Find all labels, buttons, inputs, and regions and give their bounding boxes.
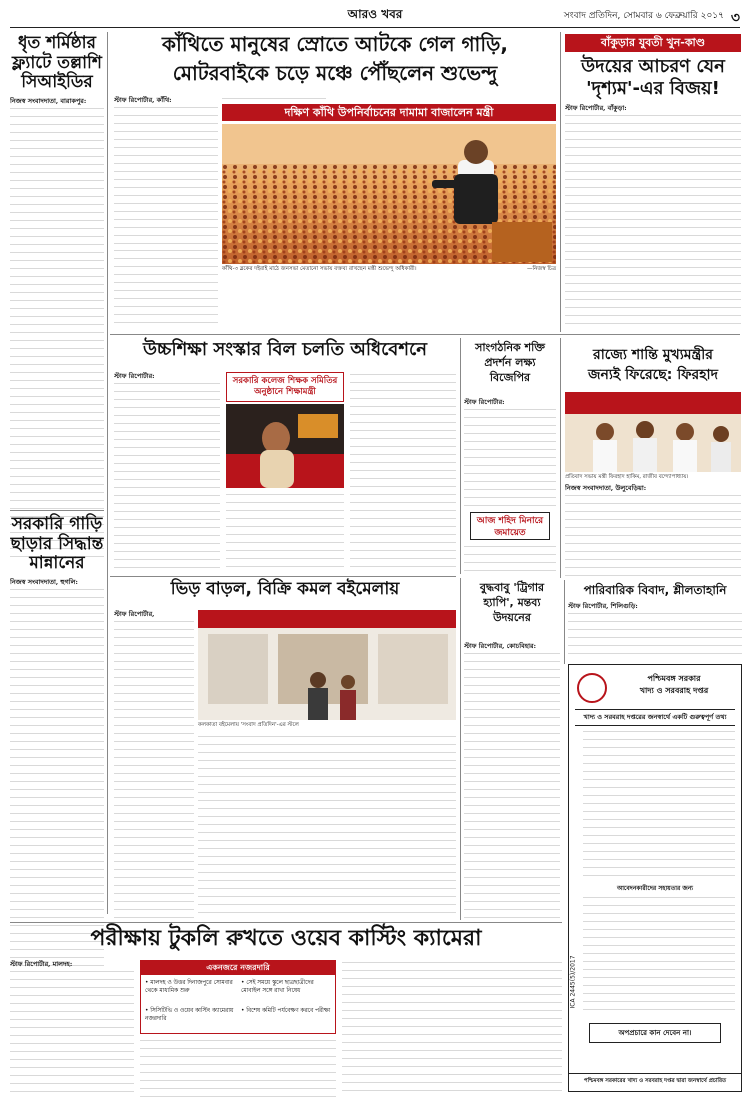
bookfair-headline: ভিড় বাড়ল, বিক্রি কমল বইমেলায়	[170, 579, 400, 599]
firhad-photo	[565, 392, 741, 472]
dateline: সংবাদ প্রতিদিন, সোমবার ৬ ফেব্রুয়ারি ২০১৭	[563, 11, 724, 21]
column-rule	[460, 578, 461, 920]
bjp-byline: স্টাফ রিপোর্টার:	[464, 398, 505, 406]
bottom-body-col3	[342, 960, 562, 1098]
divider	[10, 922, 562, 923]
story2-headline: সরকারি গাড়ি ছাড়ার সিদ্ধান্ত মান্নানের	[10, 514, 104, 574]
surveillance-box	[140, 960, 336, 1034]
body-text-lines	[10, 587, 104, 972]
ad-footer: পশ্চিমবঙ্গ সরকারের খাদ্য ও সরবরাহ দপ্তর দ্বারা জনস্বার্থে প্রচারিত	[569, 1073, 741, 1091]
bookfair-byline: স্টাফ রিপোর্টার,	[114, 610, 155, 618]
divider	[10, 510, 104, 511]
body-text-lines	[350, 372, 456, 568]
bankura-headline: উদয়ের আচরণ যেন 'দৃশ্যম'-এর বিজয়!	[581, 56, 725, 99]
ad-body-lines	[583, 729, 735, 879]
education-headline: উচ্চশিক্ষা সংস্কার বিল চলতি অধিবেশনে	[143, 339, 427, 360]
body-text-lines	[565, 493, 741, 576]
body-text-lines	[464, 544, 556, 572]
peace-headline-1: রাজ্যে শান্তি মুখ্যমন্ত্রীর	[593, 347, 713, 363]
ad-note: আবেদনকারীদের সহায়তার জন্য	[616, 885, 694, 892]
body-text-lines	[140, 1038, 336, 1098]
ad-subhead: খাদ্য ও সরবরাহ দপ্তরের জনস্বার্থে একটি গুরুত্বপূর্ণ তথ্য	[575, 709, 735, 726]
column-rule	[560, 32, 561, 332]
family-body	[568, 602, 742, 658]
body-text-lines	[565, 113, 741, 330]
body-text-lines	[222, 276, 556, 330]
buddhadeb-headline: বুদ্ধবাবু 'ট্রিগার হ্যাপি', মন্তব্য উদয়নের	[479, 581, 545, 624]
ad-header2: খাদ্য ও সরবরাহ দপ্তর	[639, 686, 709, 695]
story1-byline: নিজস্ব সংবাদদাতা, বারাকপুর:	[10, 96, 87, 105]
left-column	[10, 34, 104, 557]
story2-byline: নিজস্ব সংবাদদাতা, হুগলি:	[10, 577, 78, 586]
family-byline: স্টাফ রিপোর্টার, শিলিগুড়ি:	[568, 602, 638, 610]
bjp-headline: সাংগঠনিক শক্তি প্রদর্শন লক্ষ্য বিজেপির	[475, 341, 545, 384]
peace-headline-2: জন্যই ফিরেছে: ফিরহাদ	[588, 367, 718, 383]
education-inset-head: সরকারি কলেজ শিক্ষক সমিতির অনুষ্ঠানে শিক্ষামন্ত্রী	[226, 372, 344, 402]
buddhadeb-byline: স্টাফ রিপোর্টার, কোচবিহার:	[464, 642, 536, 650]
column-rule	[564, 580, 565, 664]
body-text-lines	[568, 611, 742, 658]
body-text-lines	[226, 492, 344, 568]
box-item-2: • সিসিটিভি ও ওয়েব কাস্টিং ক্যামেরায় নজরদারি	[145, 1008, 234, 1022]
bookfair-photo	[198, 610, 456, 720]
ad-header1: পশ্চিমবঙ্গ সরকার	[647, 674, 701, 683]
page-number: ৩	[730, 10, 740, 26]
bankura-byline: স্টাফ রিপোর্টার, বাঁকুড়া:	[565, 104, 627, 112]
body-text-lines	[222, 96, 326, 104]
bjp-body-2	[464, 544, 556, 572]
lead-body-col1b	[114, 248, 218, 330]
bottom-body-col2	[140, 1038, 336, 1098]
bankura-kicker: বাঁকুড়ার যুবতী খুন-কাণ্ড	[565, 34, 741, 52]
buddhadeb-body	[464, 642, 560, 920]
rally-photo	[222, 124, 556, 264]
box-item-4: • বিশেষ কমিটি পর্যবেক্ষণ করবে পরীক্ষা	[241, 1008, 331, 1014]
education-body-col3	[350, 372, 456, 568]
box-item-1: • মালদহ ও উত্তর দিনাজপুরে সোমবার থেকে মাধ্যমিক শুরু	[145, 980, 233, 994]
bottom-headline: পরীক্ষায় টুকলি রুখতে ওয়েব কাস্টিং ক্যামেরা	[90, 926, 482, 951]
ad-call-line: অপপ্রচারে কান দেবেন না।	[589, 1023, 721, 1043]
peace-byline: নিজস্ব সংবাদদাতা, উলুবেড়িয়া:	[565, 484, 647, 492]
lead-headline-1: কাঁথিতে মানুষের স্রোতে আটকে গেল গাড়ি,	[162, 32, 508, 56]
lead-banner: দক্ষিণ কাঁথি উপনির্বাচনের দামামা বাজালেন মন্ত্রী	[222, 104, 556, 121]
page-folio	[10, 6, 740, 28]
body-text-lines	[342, 960, 562, 1098]
body-text-lines	[114, 105, 218, 246]
body-text-lines	[464, 407, 556, 508]
lead-photo-caption: কাঁথি-৩ ব্লকের দইরাই মাঠে জনসভা মেতানো সভায় বক্তব্য রাখছেন মন্ত্রী শুভেন্দু অধিকারী।	[222, 266, 417, 272]
bookfair-photo-caption: কলকাতা বইমেলায় 'সংবাদ প্রতিদিন'-এর স্টলে	[198, 722, 299, 728]
education-body-col1	[114, 372, 220, 568]
lead-headline-2: মোটরবাইকে চড়ে মঞ্চে পৌঁছলেন শুভেন্দু	[172, 61, 498, 85]
ad-ica-code: ICA 2445(5)/2017	[569, 955, 577, 1009]
lead-byline: স্টাফ রিপোর্টার, কাঁথি:	[114, 96, 172, 104]
section-title: আরও খবর	[347, 7, 403, 21]
body-text-lines	[10, 106, 104, 557]
divider	[110, 576, 456, 577]
bookfair-body-col2	[198, 734, 456, 920]
story1-body	[10, 97, 104, 557]
government-advertisement	[568, 664, 742, 1092]
column-rule	[460, 338, 461, 574]
education-body-col2	[226, 492, 344, 568]
box-item-3: • সেই সময়ে স্কুলে ছাত্রছাত্রীদের মোবাইল সঙ্গে রাখা নিষেধ	[241, 980, 314, 994]
body-text-lines	[114, 248, 218, 330]
bookfair-body-col1	[114, 610, 194, 920]
lead-body-col1	[114, 96, 218, 246]
martyr-label: আজ শহিদ মিনারে জমায়েত	[470, 512, 550, 540]
body-text-lines	[464, 651, 560, 920]
ad-body-lines-2	[583, 895, 735, 1015]
bottom-byline: স্টাফ রিপোর্টার, মালদহ:	[10, 960, 73, 968]
column-rule	[107, 32, 108, 914]
divider	[110, 334, 740, 335]
minister-photo	[226, 404, 344, 488]
lead-photo-credit: —নিজস্ব চিত্র	[527, 266, 556, 272]
body-text-lines	[198, 734, 456, 920]
emblem-icon	[577, 673, 607, 703]
lead-body-bottom	[222, 276, 556, 330]
firhad-photo-caption: প্রতিবাদ সভায় মন্ত্রী ফিরহাদ হাকিম, রাজীব বন্দ্যোপাধ্যায়।	[565, 474, 689, 480]
box-head: একনজরে নজরদারি	[141, 961, 335, 975]
bottom-body-col1	[10, 960, 134, 1098]
education-byline: স্টাফ রিপোর্টার:	[114, 372, 155, 380]
bankura-body	[565, 104, 741, 330]
story2-body	[10, 578, 104, 973]
column-rule	[560, 338, 561, 578]
body-text-lines	[10, 969, 134, 1098]
body-text-lines	[114, 619, 194, 919]
body-text-lines	[114, 381, 220, 568]
left-column-story2	[10, 515, 104, 973]
family-headline: পারিবারিক বিবাদ, শ্লীলতাহানি	[583, 583, 727, 597]
story1-headline: ধৃত শর্মিষ্ঠার ফ্ল্যাটে তল্লাশি সিআইডির	[12, 33, 102, 93]
peace-body	[565, 484, 741, 576]
bjp-body	[464, 398, 556, 508]
